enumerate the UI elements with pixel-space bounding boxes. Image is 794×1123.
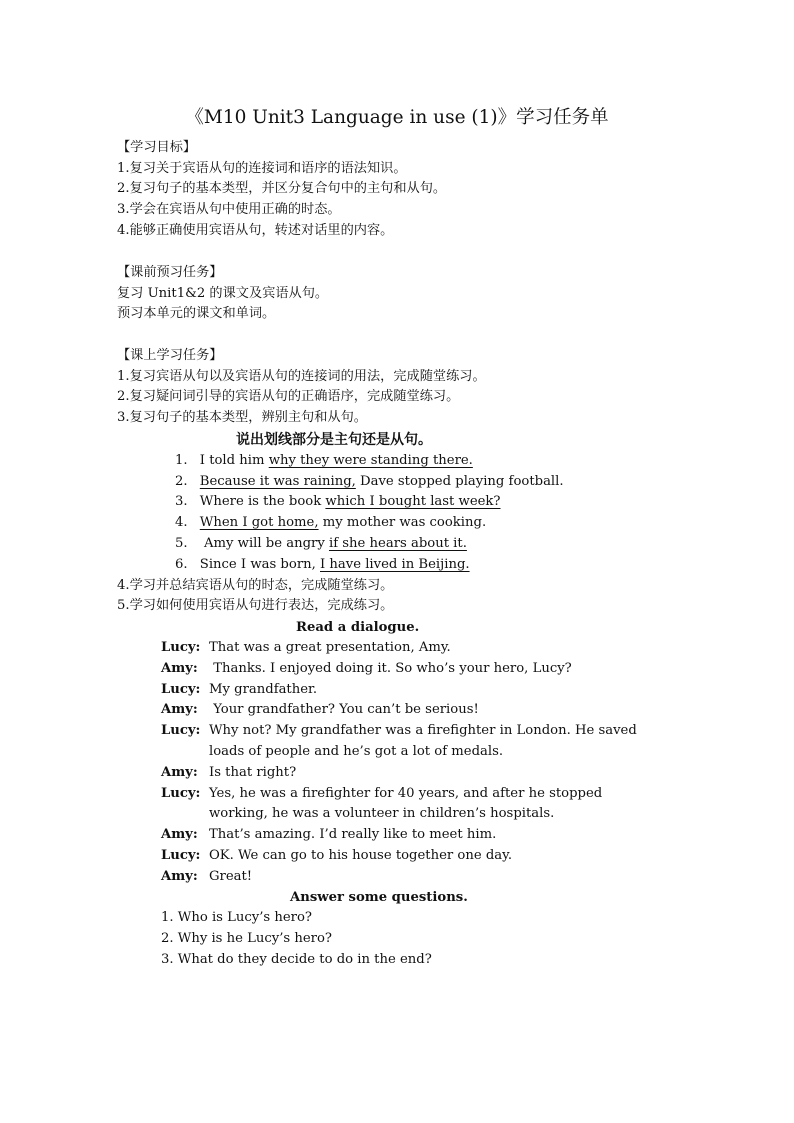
dialogue-line — [161, 846, 512, 866]
dialogue-text: Why not? My grandfather was a firefighter in London. He saved — [209, 723, 637, 738]
sentence-item — [175, 513, 486, 533]
inclass-heading: 【课上学习任务】 — [117, 348, 223, 363]
dialogue-line-continued: working, he was a volunteer in children’s hospitals. — [209, 806, 555, 821]
sentence-item — [175, 492, 501, 512]
objectives-heading: 【学习目标】 — [117, 140, 197, 155]
inclass-item: 3.复习句子的基本类型，辨别主句和从句。 — [117, 410, 367, 425]
sentence-text: I told him — [199, 453, 269, 468]
speaker-name: Lucy: — [161, 723, 201, 738]
speaker-name: Lucy: — [161, 786, 201, 801]
dialogue-line — [161, 638, 451, 658]
sentence-item — [175, 534, 467, 554]
dialogue-line — [161, 659, 572, 679]
preview-item: 预习本单元的课文和单词。 — [117, 306, 276, 321]
speaker-name: Amy: — [161, 702, 198, 717]
sentence-text: Since I was born, — [199, 557, 320, 572]
sentence-text: my mother was cooking. — [318, 515, 487, 530]
inclass-item: 5.学习如何使用宾语从句进行表达，完成练习。 — [117, 598, 394, 613]
speaker-name: Amy: — [161, 765, 198, 780]
dialogue-line — [161, 784, 602, 804]
inclass-item: 1.复习宾语从句以及宾语从句的连接词的用法，完成随堂练习。 — [117, 369, 486, 384]
dialogue-text: OK. We can go to his house together one day. — [209, 848, 513, 863]
underlined-clause: why they were standing there. — [268, 453, 473, 468]
dialogue-line — [161, 680, 317, 700]
questions-title: Answer some questions. — [290, 890, 468, 905]
sentence-item — [175, 472, 564, 492]
dialogue-text: Great! — [209, 869, 253, 884]
sentence-number: 1. — [175, 453, 188, 468]
sentence-item — [175, 555, 470, 575]
dialogue-text: That’s amazing. I’d really like to meet him. — [209, 827, 497, 842]
dialogue-text: That was a great presentation, Amy. — [209, 640, 451, 655]
preview-item: 复习 Unit1&2 的课文及宾语从句。 — [117, 286, 329, 301]
objective-item: 3.学会在宾语从句中使用正确的时态。 — [117, 202, 341, 217]
sentence-number: 3. — [175, 494, 188, 509]
sentence-number: 6. — [175, 557, 188, 572]
inclass-item: 4.学习并总结宾语从句的时态，完成随堂练习。 — [117, 578, 394, 593]
preview-heading: 【课前预习任务】 — [117, 265, 223, 280]
dialogue-line — [161, 721, 637, 741]
page-title: 《M10 Unit3 Language in use (1)》学习任务单 — [185, 107, 609, 128]
dialogue-title: Read a dialogue. — [296, 620, 420, 635]
question-item: 2. Why is he Lucy’s hero? — [161, 931, 332, 946]
speaker-name: Lucy: — [161, 848, 201, 863]
dialogue-line — [161, 763, 296, 783]
speaker-name: Lucy: — [161, 682, 201, 697]
speaker-name: Amy: — [161, 869, 198, 884]
dialogue-text: Is that right? — [209, 765, 297, 780]
sentence-text: Amy will be angry — [199, 536, 329, 551]
question-item: 1. Who is Lucy’s hero? — [161, 910, 312, 925]
objective-item: 4.能够正确使用宾语从句，转述对话里的内容。 — [117, 223, 394, 238]
dialogue-line — [161, 867, 252, 887]
dialogue-text: Yes, he was a firefighter for 40 years, and after he stopped — [209, 786, 603, 801]
dialogue-line — [161, 700, 479, 720]
dialogue-text: Thanks. I enjoyed doing it. So who’s your hero, Lucy? — [209, 661, 572, 676]
sentence-text: Dave stopped playing football. — [355, 474, 564, 489]
underlined-clause: When I got home, — [199, 515, 319, 530]
dialogue-text: Your grandfather? You can’t be serious! — [209, 702, 479, 717]
sentence-item — [175, 451, 473, 471]
objective-item: 2.复习句子的基本类型，并区分复合句中的主句和从句。 — [117, 181, 447, 196]
dialogue-text: My grandfather. — [209, 682, 318, 697]
sentence-number: 4. — [175, 515, 188, 530]
underlined-clause: Because it was raining, — [199, 474, 356, 489]
dialogue-line-continued: loads of people and he’s got a lot of medals. — [209, 744, 504, 759]
sentence-number: 2. — [175, 474, 188, 489]
sentence-number: 5. — [175, 536, 188, 551]
exercise-title: 说出划线部分是主句还是从句。 — [236, 432, 432, 448]
underlined-clause: I have lived in Beijing. — [320, 557, 470, 572]
speaker-name: Lucy: — [161, 640, 201, 655]
speaker-name: Amy: — [161, 827, 198, 842]
dialogue-line — [161, 825, 496, 845]
objective-item: 1.复习关于宾语从句的连接词和语序的语法知识。 — [117, 161, 407, 176]
underlined-clause: if she hears about it. — [328, 536, 467, 551]
sentence-text: Where is the book — [199, 494, 326, 509]
speaker-name: Amy: — [161, 661, 198, 676]
question-item: 3. What do they decide to do in the end? — [161, 952, 432, 967]
inclass-item: 2.复习疑问词引导的宾语从句的正确语序，完成随堂练习。 — [117, 389, 460, 404]
underlined-clause: which I bought last week? — [325, 494, 501, 509]
